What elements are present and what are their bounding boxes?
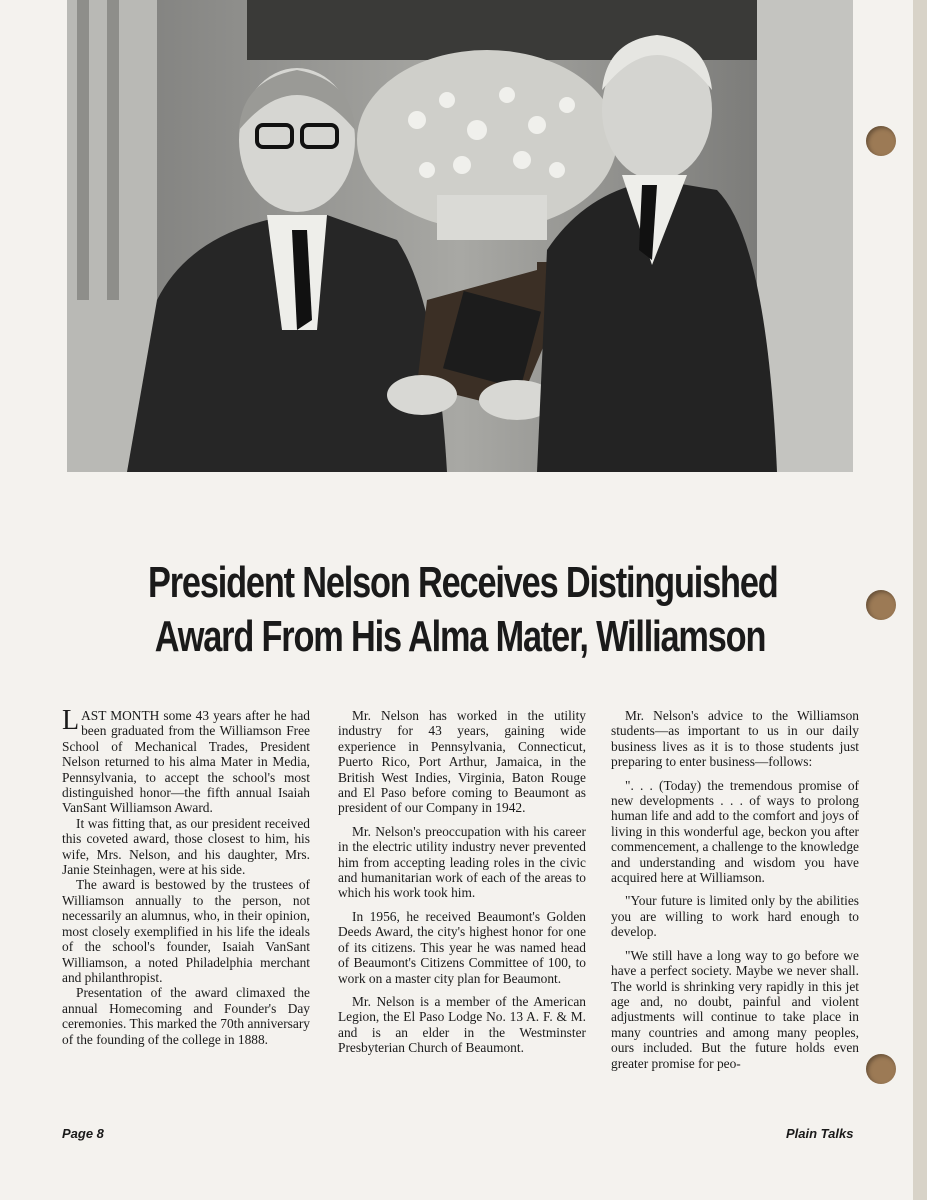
- paragraph: Presentation of the award climaxed the annual Homecoming and Founder's Day ceremonies. This marked the 70th anniversary of the founding of the college in 1888.: [62, 985, 310, 1047]
- paragraph: The award is bestowed by the trustees of Williamson annually to the person, not necessarily an alumnus, who, in their opinion, most closely exemplified in his life the ideals of the school's founder, Isaiah VanSant Williamson, a noted Philadelphia merchant and philanthropist.: [62, 877, 310, 985]
- photo-president-nelson-receiving-plaque: [67, 0, 853, 472]
- headline: [148, 556, 778, 664]
- binder-hole: [866, 126, 896, 156]
- paragraph: Mr. Nelson has worked in the utility industry for 43 years, gaining wide experience in Pennsylvania, Connecticut, Puerto Rico, Port Arthur, Jamaica, in the British West Indies, Virginia, Baton Rouge and El Paso before coming to Beaumont as president of our Company in 1942.: [338, 708, 586, 816]
- article-column-2: [338, 708, 586, 1064]
- paragraph: Mr. Nelson's advice to the Williamson students—as important to us in our daily business lives as it is to those students just preparing to enter business—follows:: [611, 708, 859, 770]
- binder-hole: [866, 590, 896, 620]
- headline-line-1: President Nelson Receives Distinguished: [148, 558, 778, 607]
- paragraph: Mr. Nelson's preoccupation with his career in the electric utility industry never prevented him from accepting leading roles in the civic and humanitarian work of each of the areas to which his work took him.: [338, 823, 586, 901]
- paragraph: ". . . (Today) the tremendous promise of new developments . . . of ways to prolong human life and add to the comfort and joys of living in this wonderful age, beckon you after commencement, a challenge to the knowledge and understanding and wisdom you have acquired here at Williamson.: [611, 777, 859, 886]
- paragraph: "Your future is limited only by the abilities you are willing to work hard enough to develop.: [611, 893, 859, 940]
- paragraph: LAST MONTH some 43 years after he had been graduated from the Williamson Free School of Mechanical Trades, President Nelson returned to his alma Mater in Media, Pennsylvania, to accept the school's most distinguished honor—the fifth annual Isaiah VanSant Williamson Award.: [62, 705, 310, 816]
- page-edge: [913, 0, 927, 1200]
- article-column-3: [611, 708, 859, 1079]
- publication-name: Plain Talks: [786, 1126, 854, 1141]
- photo-illustration: [67, 0, 853, 472]
- drop-cap: L: [62, 705, 80, 736]
- paragraph: Mr. Nelson is a member of the American Legion, the El Paso Lodge No. 13 A. F. & M. and is an elder in the Westminster Presbyterian Church of Beaumont.: [338, 993, 586, 1056]
- article-column-1: [62, 705, 310, 1047]
- paragraph: "We still have a long way to go before we have a perfect society. Maybe we never shall. The world is shrinking very rapidly in this jet age and, no doubt, painful and violent adjustments will continue to take place in many countries and among many peoples, ours included. But the future holds even greater promise for peo-: [611, 947, 859, 1071]
- headline-line-2: Award From His Alma Mater, Williamson: [154, 612, 766, 661]
- page-number: Page 8: [62, 1126, 104, 1141]
- binder-hole: [866, 1054, 896, 1084]
- paragraph: It was fitting that, as our president received this coveted award, those closest to him, his wife, Mrs. Nelson, and his daughter, Mrs. Janie Steinhagen, were at his side.: [62, 815, 310, 878]
- paragraph: In 1956, he received Beaumont's Golden Deeds Award, the city's highest honor for one of its citizens. This year he was named head of Beaumont's Citizens Committee of 100, to work on a master city plan for Beaumont.: [338, 908, 586, 986]
